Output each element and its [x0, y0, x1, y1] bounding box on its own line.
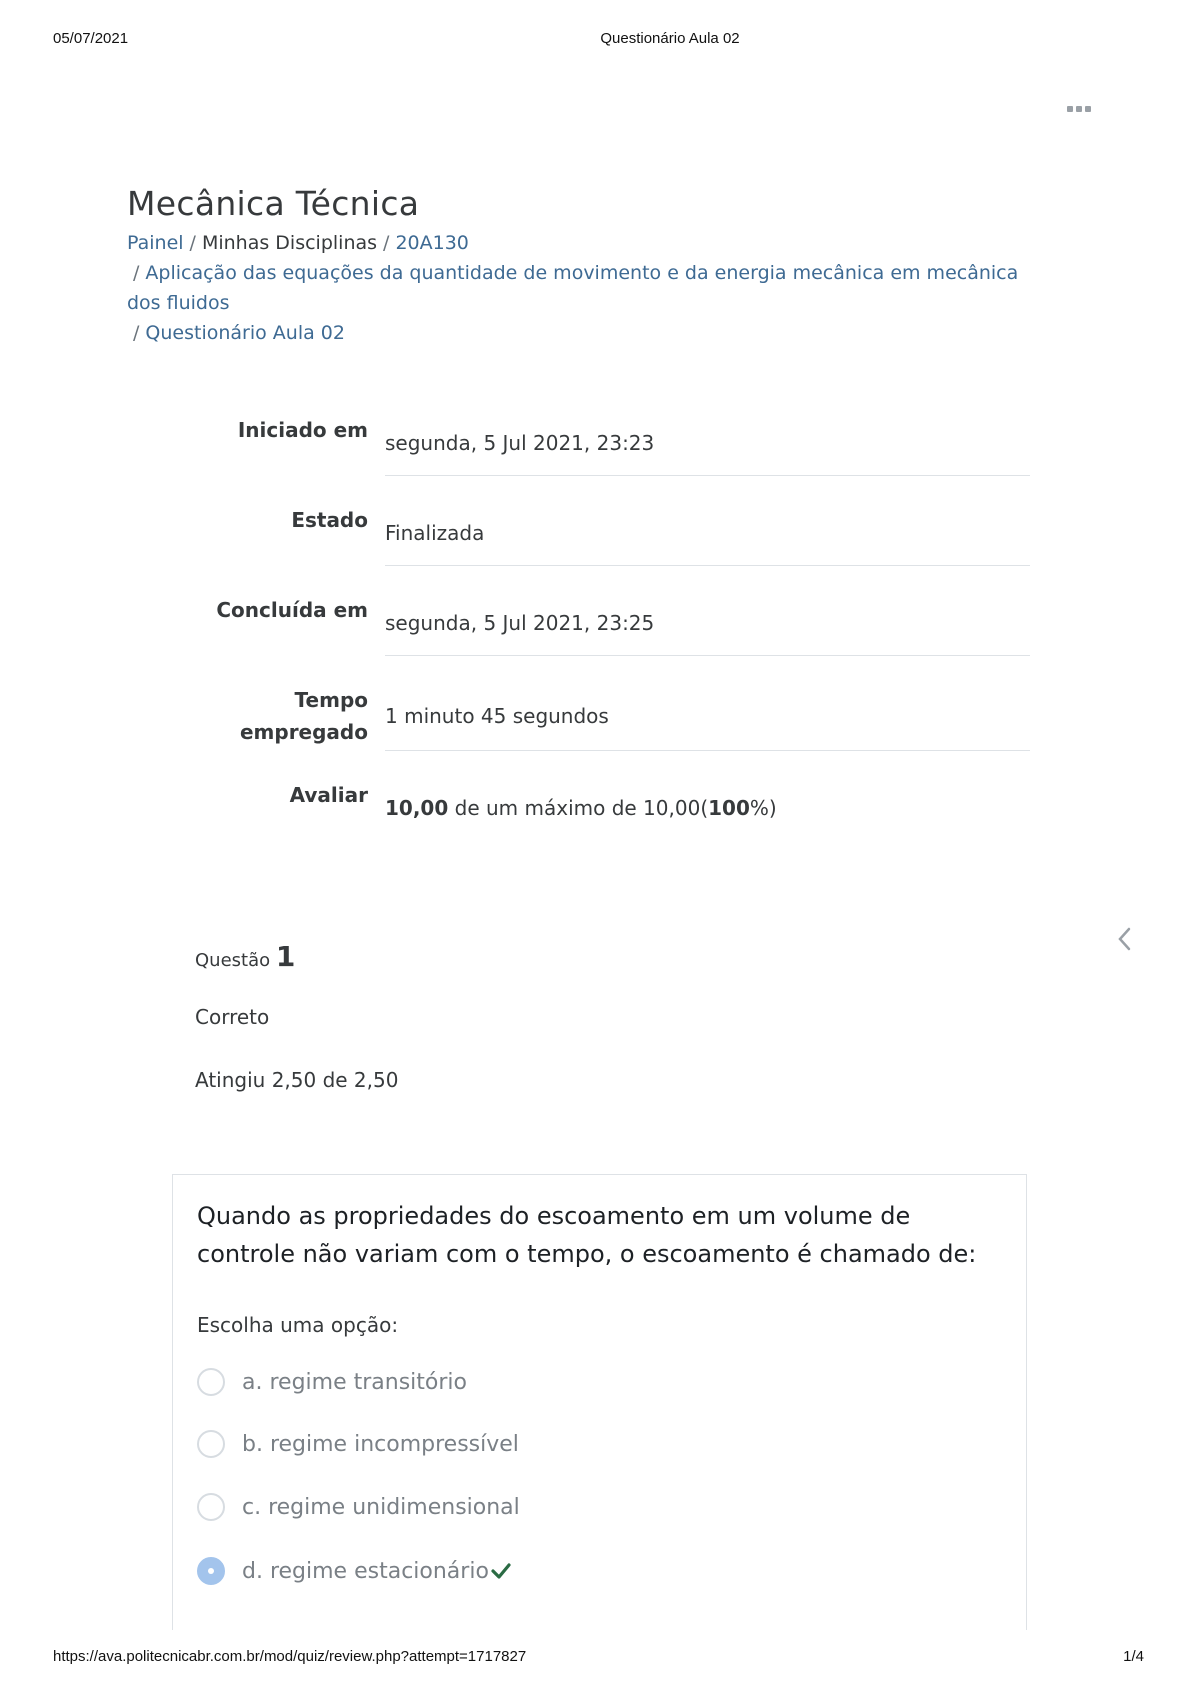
breadcrumb-painel[interactable]: Painel: [127, 232, 184, 254]
started-label: Iniciado em: [237, 418, 368, 442]
option-a-label: a. regime transitório: [242, 1370, 467, 1395]
breadcrumb-course-code[interactable]: 20A130: [395, 232, 469, 254]
breadcrumb-minhas-disciplinas: Minhas Disciplinas: [201, 232, 378, 254]
print-footer: [0, 1648, 1191, 1668]
grade-value: 10,00 de um máximo de 10,00(100%): [385, 796, 777, 820]
summary-divider: [385, 475, 1030, 476]
print-url: https://ava.politecnicabr.com.br/mod/quiz/review.php?attempt=1717827: [53, 1648, 527, 1665]
question-info: [195, 940, 495, 1092]
summary-divider: [385, 565, 1030, 566]
print-header: [0, 30, 1191, 50]
state-label: Estado: [291, 508, 368, 532]
option-b-label: b. regime incompressível: [242, 1432, 519, 1457]
grade-label: Avaliar: [289, 783, 368, 807]
summary-divider: [385, 655, 1030, 656]
completed-value: segunda, 5 Jul 2021, 23:25: [385, 611, 655, 635]
option-d-label: d. regime estacionário: [242, 1559, 489, 1584]
time-label: Tempo empregado: [239, 688, 368, 744]
option-b-radio[interactable]: [197, 1430, 225, 1458]
page-title: Mecânica Técnica: [127, 184, 420, 223]
check-icon: [491, 1562, 511, 1580]
print-date: 05/07/2021: [53, 30, 129, 47]
breadcrumb-topic[interactable]: Aplicação das equações da quantidade de movimento e da energia mecânica em mecânica: [145, 262, 1019, 284]
breadcrumb: Painel / Minhas Disciplinas / 20A130 / Aplicação das equações da quantidade de movimento e da energia mecânica em mecânica dos fluidos / Questionário Aula 02: [127, 232, 1019, 344]
state-value: Finalizada: [385, 521, 485, 545]
print-page-number: 1/4: [1123, 1648, 1144, 1665]
option-a-radio[interactable]: [197, 1368, 225, 1396]
summary-divider: [385, 750, 1030, 751]
completed-label: Concluída em: [216, 598, 368, 622]
breadcrumb-quiz[interactable]: Questionário Aula 02: [145, 322, 345, 344]
question-card: [172, 1174, 1027, 1630]
print-title: Questionário Aula 02: [600, 30, 740, 47]
more-dots-icon[interactable]: [1066, 103, 1092, 115]
option-c-radio[interactable]: [197, 1493, 225, 1521]
question-text: Quando as propriedades do escoamento em um volume de controle não variam com o tempo, o escoamento é chamado de:: [197, 1202, 977, 1268]
breadcrumb-topic-continued[interactable]: dos fluidos: [127, 292, 230, 314]
time-value: 1 minuto 45 segundos: [385, 704, 609, 728]
chevron-left-icon[interactable]: [1116, 925, 1134, 953]
option-c-label: c. regime unidimensional: [242, 1495, 520, 1520]
option-d-radio[interactable]: [197, 1557, 225, 1585]
question-number: Questão 1: [195, 940, 296, 973]
question-mark: Atingiu 2,50 de 2,50: [195, 1068, 399, 1092]
question-prompt: Escolha uma opção:: [197, 1313, 399, 1337]
started-value: segunda, 5 Jul 2021, 23:23: [385, 431, 655, 455]
question-state: Correto: [195, 1005, 270, 1029]
